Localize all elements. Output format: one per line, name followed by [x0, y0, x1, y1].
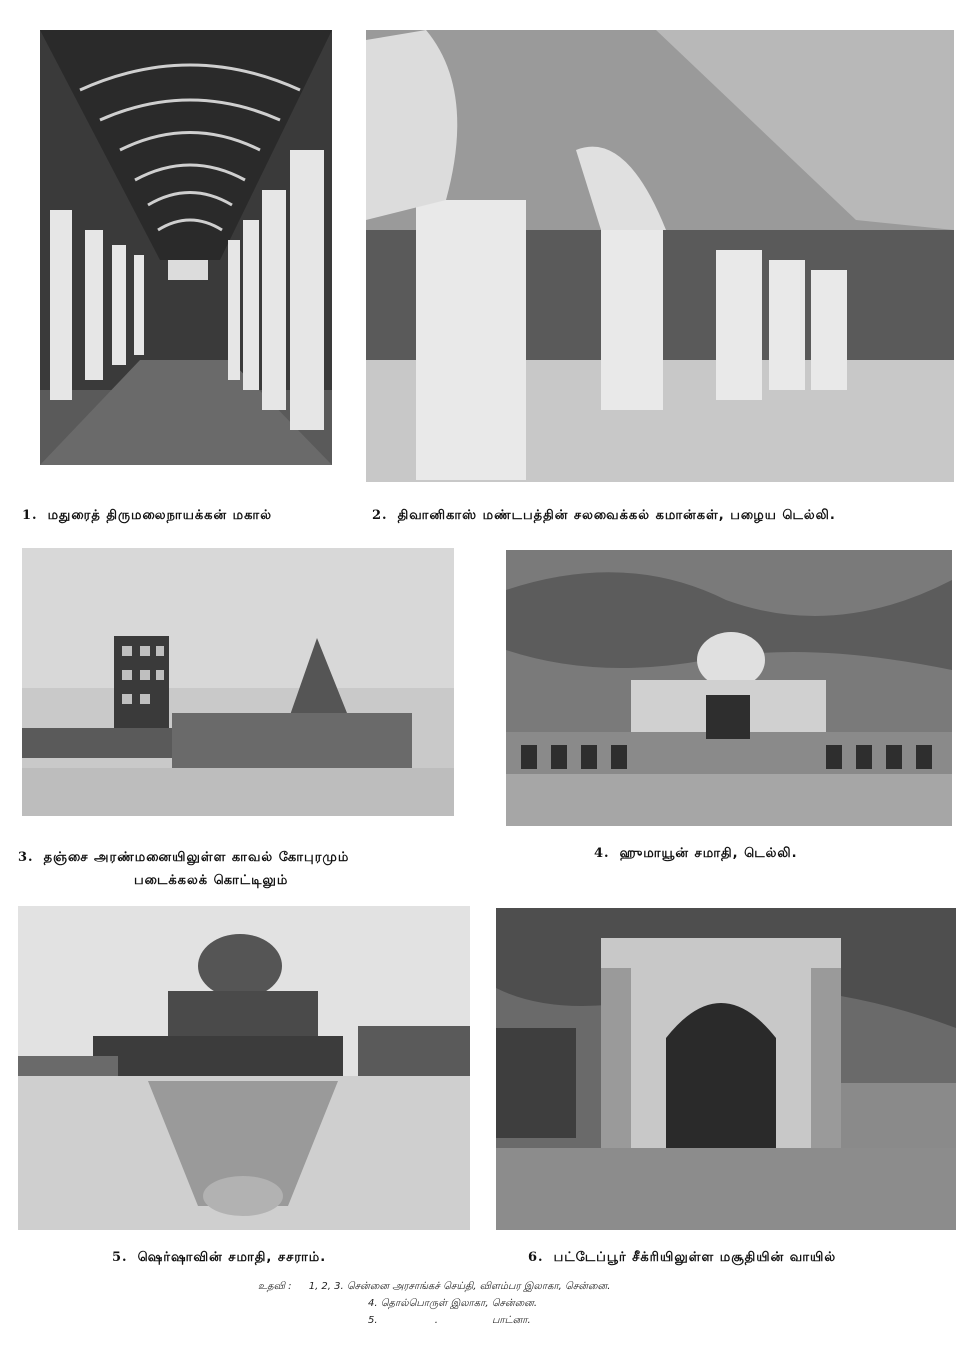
photo-diwan-i-khas-arches [366, 30, 954, 482]
figure-number: 1. [22, 508, 38, 523]
figure-number: 4. [594, 846, 610, 861]
photo-buland-darwaza [496, 908, 956, 1230]
figure-number: 3. [18, 850, 34, 865]
figure-number: 2. [372, 508, 388, 523]
figure-caption: பட்டேப்பூர் சீக்ரியிலுள்ள மசூதியின் வாயில் [553, 1250, 837, 1265]
photo-thanjavur-palace-tower [22, 548, 454, 816]
credits-label: உதவி : [258, 1281, 292, 1292]
credits-line-1: 1, 2, 3. சென்னை அரசாங்கச் செய்தி, விளம்பர இலாகா, சென்னை. [308, 1281, 611, 1292]
credits-row-1 [258, 1278, 610, 1295]
photo-madurai-palace-corridor [40, 30, 332, 465]
photo-humayun-tomb [506, 550, 952, 826]
photo-sher-shah-tomb [18, 906, 470, 1230]
caption-figure-3-line-2 [134, 873, 288, 889]
figure-caption: திவானிகாஸ் மண்டபத்தின் சலவைக்கல் கமான்கள், பழைய டெல்லி. [397, 508, 836, 523]
caption-figure-3 [18, 850, 349, 866]
figure-caption: ஹுமாயூன் சமாதி, டெல்லி. [619, 846, 798, 861]
figure-caption: மதுரைத் திருமலைநாயக்கன் மகால் [47, 508, 272, 523]
figure-number: 6. [528, 1250, 544, 1265]
figure-caption-line-1: தஞ்சை அரண்மனையிலுள்ள காவல் கோபுரமும் [43, 850, 350, 865]
caption-figure-6 [528, 1250, 836, 1266]
photo-credits [258, 1278, 610, 1329]
credits-row-3 [258, 1312, 610, 1329]
caption-figure-1 [22, 508, 272, 524]
credits-row-2 [258, 1295, 610, 1312]
caption-figure-2 [372, 508, 836, 524]
credits-line-2: 4. தொல்பொருள் இலாகா, சென்னை. [368, 1298, 538, 1309]
figure-caption-line-2: படைக்கலக் கொட்டிலும் [134, 873, 289, 888]
credits-line-3: 5. . பாட்னா. [368, 1315, 531, 1326]
caption-figure-4 [594, 846, 798, 862]
figure-number: 5. [112, 1250, 128, 1265]
caption-figure-5 [112, 1250, 326, 1266]
figure-caption: ஷெர்ஷாவின் சமாதி, சசராம். [137, 1250, 327, 1265]
